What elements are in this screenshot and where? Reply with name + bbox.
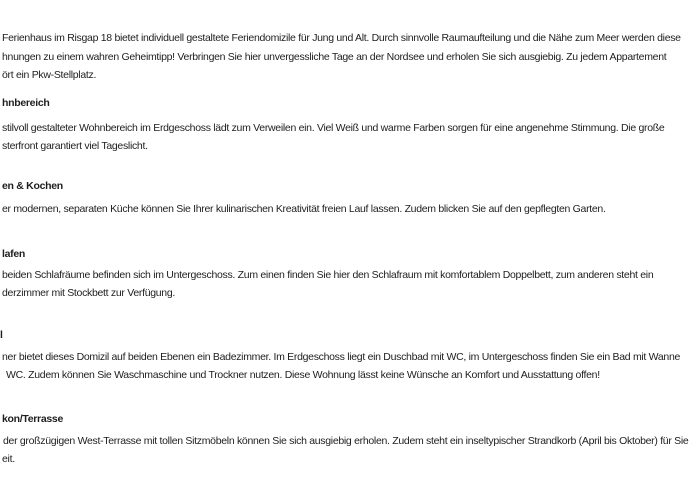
text-line: der großzügigen West-Terrasse mit tollen Sitzmöbeln können Sie sich ausgiebig erholen. Zudem steht ein inseltypischer Strandkorb (April bis Oktober) für Sie [3, 435, 689, 447]
text-line: WC. Zudem können Sie Waschmaschine und Trockner nutzen. Diese Wohnung lässt keine Wünsche an Komfort und Ausstattung offen! [6, 369, 600, 381]
text-line: derzimmer mit Stockbett zur Verfügung. [2, 287, 176, 299]
section-heading: kon/Terrasse [2, 413, 63, 425]
text-line: beiden Schlafräume befinden sich im Untergeschoss. Zum einen finden Sie hier den Schlafraum mit komfortablem Doppelbett, zum anderen steht ein [2, 269, 654, 281]
section-heading: hnbereich [2, 97, 50, 109]
text-line: Ferienhaus im Risgap 18 bietet individuell gestaltete Feriendomizile für Jung und Alt. Durch sinnvolle Raumaufteilung und die Nähe zum Meer werden diese [2, 32, 681, 44]
text-line: hnungen zu einem wahren Geheimtipp! Verbringen Sie hier unvergessliche Tage an der Nordsee und erholen Sie sich ausgiebig. Zu jedem Appartement [2, 51, 667, 63]
text-line: ner bietet dieses Domizil auf beiden Ebenen ein Badezimmer. Im Erdgeschoss liegt ein Duschbad mit WC, im Untergeschoss finden Sie ein Bad mit Wanne [2, 351, 681, 363]
section-heading: lafen [2, 248, 26, 260]
text-line: eit. [2, 453, 15, 465]
section-heading: l [0, 329, 3, 341]
text-line: sterfront garantiert viel Tageslicht. [2, 140, 148, 152]
text-line: er modernen, separaten Küche können Sie Ihrer kulinarischen Kreativität freien Lauf lassen. Zudem blicken Sie auf den gepflegten Garten. [2, 203, 606, 215]
text-line: ört ein Pkw-Stellplatz. [2, 69, 97, 81]
text-line: stilvoll gestalteter Wohnbereich im Erdgeschoss lädt zum Verweilen ein. Viel Weiß und warme Farben sorgen für eine angenehme Stimmung. Die große [2, 122, 665, 134]
section-heading: en & Kochen [2, 180, 63, 192]
